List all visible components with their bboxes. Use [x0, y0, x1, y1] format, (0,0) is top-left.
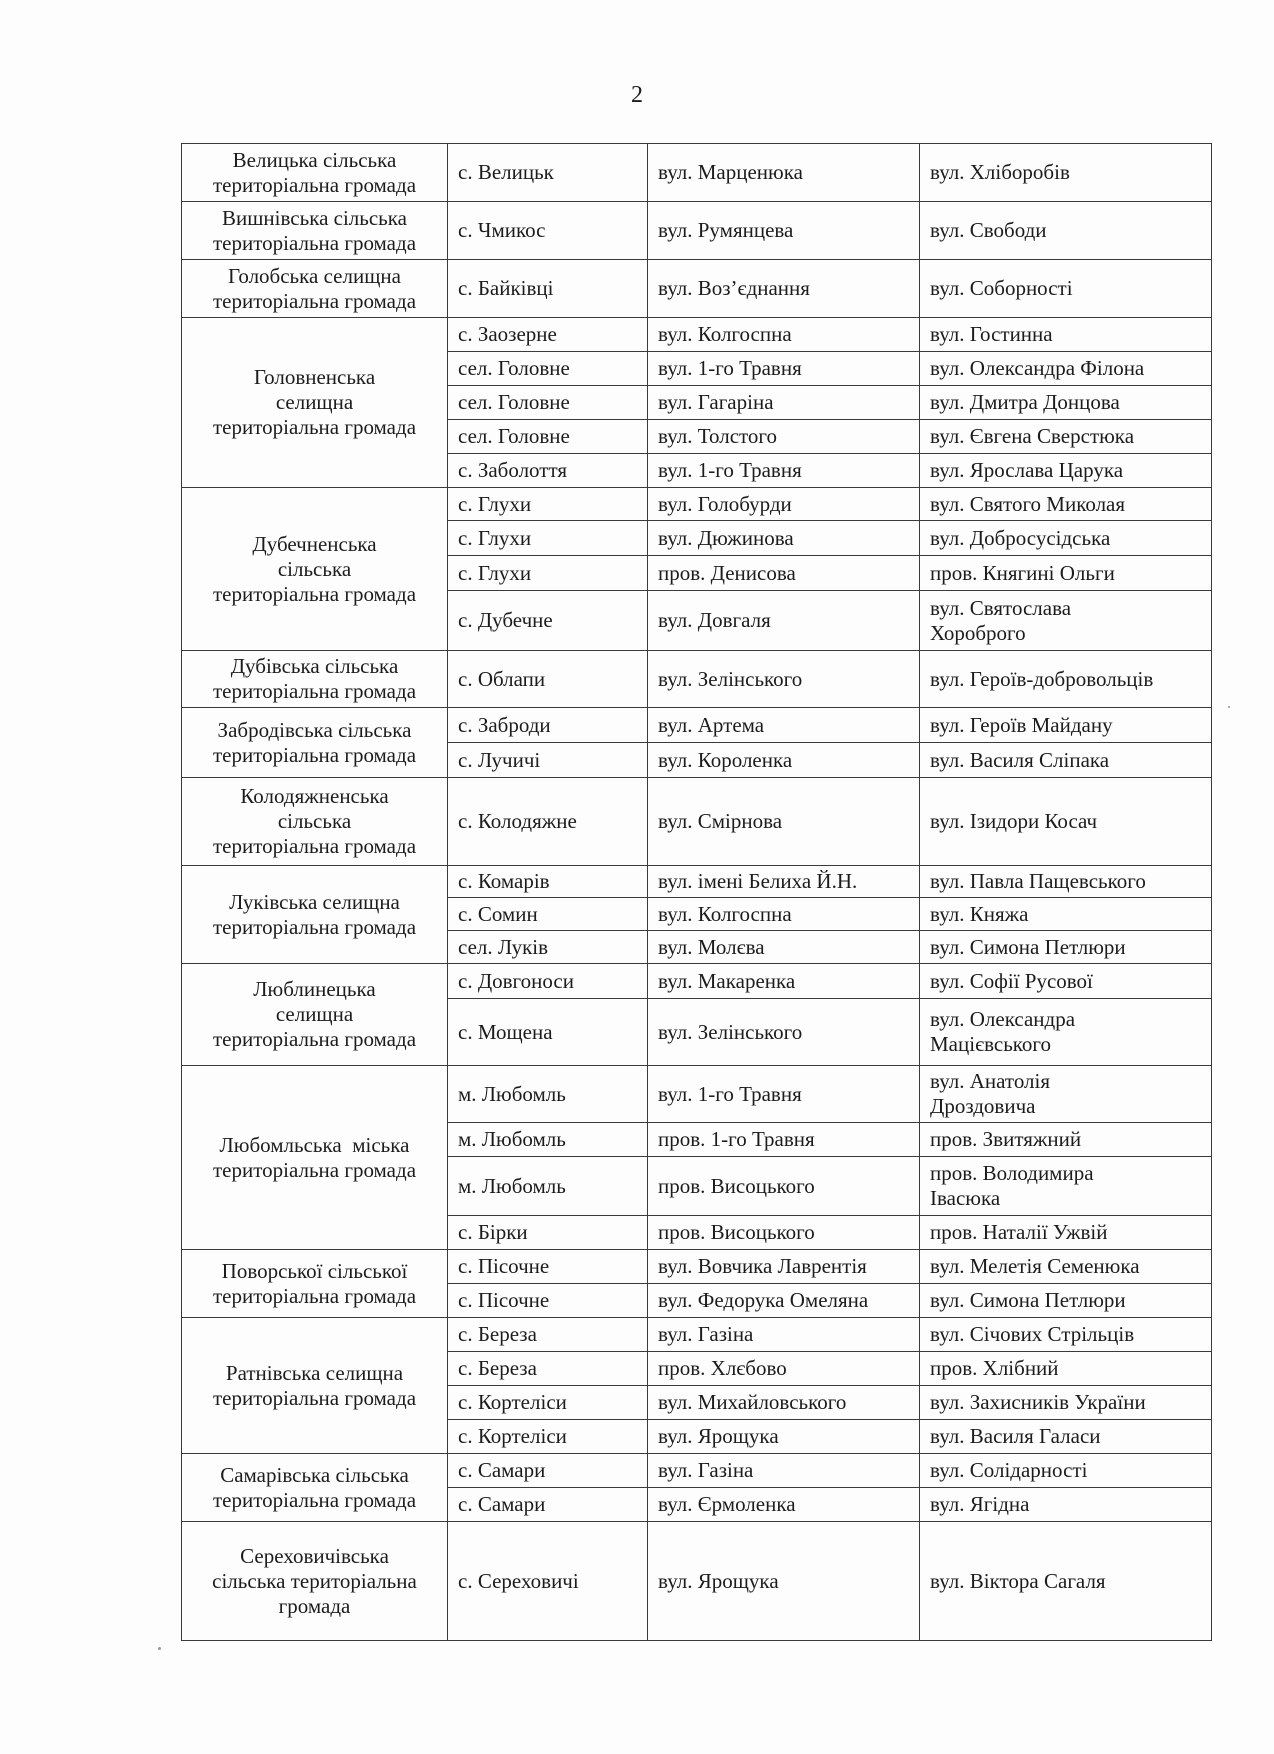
community-name-line: Сереховичівська — [240, 1543, 389, 1568]
community-name-line: територіальна громада — [212, 1385, 417, 1410]
new-street-name-cell — [920, 1420, 1212, 1454]
old-street-name-cell: вул. Смірнова — [648, 778, 920, 866]
settlement-cell: с. Бірки — [448, 1216, 648, 1250]
new-street-name-line: вул. Гостинна — [930, 322, 1053, 346]
new-street-name-cell — [920, 1250, 1212, 1284]
settlement-cell: с. Велицьк — [448, 144, 648, 202]
new-street-name-line: вул. Симона Петлюри — [930, 934, 1126, 959]
old-street-name-cell: вул. Молєва — [648, 931, 920, 964]
table-row — [182, 488, 1212, 521]
settlement-cell: с. Чмикос — [448, 202, 648, 260]
new-street-name-line: вул. Софії Русової — [930, 968, 1093, 993]
new-street-name-line: вул. Симона Петлюри — [930, 1288, 1126, 1312]
community-name-cell — [182, 708, 448, 778]
settlement-cell: с. Сомин — [448, 898, 648, 931]
community-name-line: селищна — [275, 390, 354, 414]
old-street-name-cell: вул. Румянцева — [648, 202, 920, 260]
settlement-cell: с. Кортеліси — [448, 1386, 648, 1420]
settlement-cell: с. Облапи — [448, 651, 648, 708]
community-name-line: територіальна громада — [212, 415, 417, 439]
table-row — [182, 1522, 1212, 1641]
old-street-name-cell: пров. Висоцького — [648, 1157, 920, 1216]
settlement-cell: сел. Луків — [448, 931, 648, 964]
settlement-cell: сел. Головне — [448, 420, 648, 454]
new-street-name-line: вул. Солідарності — [930, 1458, 1088, 1482]
community-name-line: громада — [278, 1593, 351, 1618]
new-street-name-line: вул. Добросусідська — [930, 525, 1111, 550]
old-street-name-cell: вул. Довгаля — [648, 591, 920, 651]
table-row — [182, 964, 1212, 999]
new-street-name-line: вул. Мелетія Семенюка — [930, 1254, 1140, 1278]
table-row — [182, 778, 1212, 866]
settlement-cell: с. Мощена — [448, 999, 648, 1066]
old-street-name-cell: вул. Толстого — [648, 420, 920, 454]
old-street-name-cell: вул. Колгоспна — [648, 318, 920, 352]
community-name-cell — [182, 202, 448, 260]
scan-speck — [1228, 706, 1230, 708]
new-street-name-line: вул. Ягідна — [930, 1492, 1030, 1516]
new-street-name-cell — [920, 144, 1212, 202]
new-street-name-cell — [920, 999, 1212, 1066]
old-street-name-cell: пров. Висоцького — [648, 1216, 920, 1250]
community-name-line: територіальна громада — [212, 288, 417, 313]
new-street-name-cell — [920, 318, 1212, 352]
community-name-line: Вишнівська сільська — [222, 205, 407, 230]
new-street-name-line: вул. Святослава — [930, 595, 1072, 620]
new-street-name-line: пров. Звитяжний — [930, 1127, 1082, 1151]
old-street-name-cell: вул. Колгоспна — [648, 898, 920, 931]
settlement-cell: м. Любомль — [448, 1123, 648, 1157]
table-row — [182, 651, 1212, 708]
new-street-name-cell — [920, 1123, 1212, 1157]
community-name-cell — [182, 778, 448, 866]
community-name-cell — [182, 866, 448, 964]
old-street-name-cell: вул. Михайловського — [648, 1386, 920, 1420]
new-street-name-cell — [920, 1066, 1212, 1123]
new-street-name-cell — [920, 1216, 1212, 1250]
new-street-name-cell — [920, 386, 1212, 420]
table-row — [182, 1318, 1212, 1352]
new-street-name-cell — [920, 1488, 1212, 1522]
new-street-name-line: вул. Василя Галаси — [930, 1424, 1101, 1448]
old-street-name-cell: вул. імені Белиха Й.Н. — [648, 866, 920, 898]
community-name-line: територіальна громада — [212, 914, 417, 939]
community-name-line: територіальна громада — [212, 581, 417, 606]
community-name-line: Любомльська міська — [219, 1132, 410, 1157]
settlement-cell: с. Довгоноси — [448, 964, 648, 999]
new-street-name-cell — [920, 1352, 1212, 1386]
table-row — [182, 1250, 1212, 1284]
old-street-name-cell: пров. 1-го Травня — [648, 1123, 920, 1157]
community-name-line: Колодяжненська — [240, 784, 389, 808]
new-street-name-line: вул. Січових Стрільців — [930, 1322, 1135, 1346]
table-row — [182, 708, 1212, 743]
community-name-line: територіальна громада — [212, 679, 417, 703]
community-name-line: Луківська селищна — [229, 889, 400, 914]
new-street-name-line: вул. Дмитра Донцова — [930, 390, 1120, 414]
new-street-name-line: Дроздовича — [930, 1094, 1036, 1118]
old-street-name-cell: пров. Хлєбово — [648, 1352, 920, 1386]
old-street-name-cell: пров. Денисова — [648, 556, 920, 591]
community-name-line: територіальна громада — [212, 742, 417, 767]
community-name-cell — [182, 1454, 448, 1522]
old-street-name-cell: вул. Федорука Омеляна — [648, 1284, 920, 1318]
settlement-cell: с. Береза — [448, 1352, 648, 1386]
new-street-name-cell — [920, 260, 1212, 318]
community-name-cell — [182, 651, 448, 708]
settlement-cell: с. Дубечне — [448, 591, 648, 651]
table-row — [182, 202, 1212, 260]
new-street-name-line: вул. Олександра Філона — [930, 356, 1145, 380]
old-street-name-cell: вул. Газіна — [648, 1454, 920, 1488]
new-street-name-line: пров. Володимира — [930, 1161, 1094, 1185]
old-street-name-cell: вул. Зелінського — [648, 651, 920, 708]
old-street-name-cell: вул. Ярощука — [648, 1522, 920, 1641]
street-renaming-table — [181, 143, 1212, 1641]
settlement-cell: с. Самари — [448, 1488, 648, 1522]
community-name-cell — [182, 260, 448, 318]
scan-speck — [158, 1647, 161, 1650]
community-name-line: територіальна громада — [212, 1487, 417, 1512]
settlement-cell: с. Глухи — [448, 521, 648, 556]
community-name-line: селищна — [275, 1002, 354, 1026]
old-street-name-cell: вул. Єрмоленка — [648, 1488, 920, 1522]
new-street-name-cell — [920, 556, 1212, 591]
new-street-name-line: вул. Святого Миколая — [930, 491, 1126, 516]
community-name-line: Дубечненська — [252, 531, 377, 556]
old-street-name-cell: вул. Артема — [648, 708, 920, 743]
community-name-line: територіальна громада — [212, 1027, 417, 1051]
settlement-cell: м. Любомль — [448, 1157, 648, 1216]
new-street-name-cell — [920, 931, 1212, 964]
community-name-cell — [182, 488, 448, 651]
new-street-name-cell — [920, 1284, 1212, 1318]
community-name-line: територіальна громада — [212, 172, 417, 197]
settlement-cell: с. Колодяжне — [448, 778, 648, 866]
table-body — [182, 144, 1212, 1641]
new-street-name-line: пров. Хлібний — [930, 1356, 1059, 1380]
new-street-name-line: Хороброго — [930, 620, 1026, 645]
old-street-name-cell: вул. Вовчика Лаврентія — [648, 1250, 920, 1284]
new-street-name-cell — [920, 898, 1212, 931]
community-name-line: Дубівська сільська — [230, 654, 399, 678]
new-street-name-line: пров. Наталії Ужвій — [930, 1220, 1108, 1244]
settlement-cell: с. Заброди — [448, 708, 648, 743]
table-row — [182, 866, 1212, 898]
new-street-name-line: вул. Павла Пащевського — [930, 869, 1146, 893]
new-street-name-cell — [920, 708, 1212, 743]
community-name-line: Люблинецька — [253, 977, 376, 1001]
community-name-line: Забродівська сільська — [217, 717, 412, 742]
new-street-name-line: вул. Хліборобів — [930, 160, 1070, 184]
new-street-name-cell — [920, 521, 1212, 556]
new-street-name-cell — [920, 1318, 1212, 1352]
old-street-name-cell: вул. Марценюка — [648, 144, 920, 202]
community-name-cell — [182, 1250, 448, 1318]
settlement-cell: с. Сереховичі — [448, 1522, 648, 1641]
old-street-name-cell: вул. 1-го Травня — [648, 454, 920, 488]
community-name-line: територіальна громада — [212, 834, 417, 858]
new-street-name-line: пров. Княгині Ольги — [930, 560, 1115, 585]
community-name-line: сільська — [277, 809, 352, 833]
new-street-name-cell — [920, 1522, 1212, 1641]
community-name-line: Голобська селищна — [228, 263, 401, 288]
settlement-cell: с. Заболоття — [448, 454, 648, 488]
community-name-line: Ратнівська селищна — [225, 1360, 404, 1385]
old-street-name-cell: вул. 1-го Травня — [648, 1066, 920, 1123]
new-street-name-cell — [920, 1157, 1212, 1216]
community-name-line: Поворської сільської — [221, 1258, 408, 1283]
new-street-name-line: Івасюка — [930, 1186, 1001, 1210]
community-name-cell — [182, 144, 448, 202]
new-street-name-cell — [920, 866, 1212, 898]
settlement-cell: с. Самари — [448, 1454, 648, 1488]
new-street-name-line: вул. Анатолія — [930, 1069, 1051, 1093]
community-name-cell — [182, 1522, 448, 1641]
old-street-name-cell: вул. Голобурди — [648, 488, 920, 521]
new-street-name-line: Мацієвського — [930, 1032, 1051, 1056]
community-name-line: Самарівська сільська — [220, 1462, 409, 1487]
new-street-name-line: вул. Євгена Сверстюка — [930, 424, 1135, 448]
settlement-cell: с. Глухи — [448, 488, 648, 521]
old-street-name-cell: вул. Макаренка — [648, 964, 920, 999]
new-street-name-line: вул. Героїв-добровольців — [930, 666, 1154, 691]
old-street-name-cell: вул. 1-го Травня — [648, 352, 920, 386]
table-row — [182, 1454, 1212, 1488]
table-row — [182, 260, 1212, 318]
community-name-cell — [182, 318, 448, 488]
page-number: 2 — [631, 82, 643, 108]
settlement-cell: с. Кортеліси — [448, 1420, 648, 1454]
old-street-name-cell: вул. Короленка — [648, 743, 920, 778]
old-street-name-cell: вул. Гагаріна — [648, 386, 920, 420]
community-name-line: сільська територіальна — [212, 1568, 417, 1593]
new-street-name-line: вул. Свободи — [930, 218, 1047, 242]
new-street-name-cell — [920, 964, 1212, 999]
old-street-name-cell: вул. Ярощука — [648, 1420, 920, 1454]
settlement-cell: с. Комарів — [448, 866, 648, 898]
settlement-cell: сел. Головне — [448, 386, 648, 420]
community-name-cell — [182, 964, 448, 1066]
new-street-name-line: вул. Олександра — [930, 1007, 1076, 1031]
new-street-name-line: вул. Захисників України — [930, 1390, 1146, 1414]
community-name-line: Головненська — [253, 365, 376, 389]
settlement-cell: сел. Головне — [448, 352, 648, 386]
new-street-name-line: вул. Віктора Сагаля — [930, 1568, 1106, 1593]
table-row — [182, 1066, 1212, 1123]
old-street-name-cell: вул. Газіна — [648, 1318, 920, 1352]
new-street-name-cell — [920, 778, 1212, 866]
old-street-name-cell: вул. Воз’єднання — [648, 260, 920, 318]
settlement-cell: с. Пісочне — [448, 1250, 648, 1284]
table-row — [182, 318, 1212, 352]
new-street-name-line: вул. Княжа — [930, 901, 1029, 926]
settlement-cell: м. Любомль — [448, 1066, 648, 1123]
new-street-name-line: вул. Соборності — [930, 276, 1073, 300]
new-street-name-cell — [920, 1454, 1212, 1488]
new-street-name-line: вул. Ярослава Царука — [930, 458, 1124, 482]
new-street-name-cell — [920, 591, 1212, 651]
community-name-line: територіальна громада — [212, 1283, 417, 1308]
new-street-name-cell — [920, 1386, 1212, 1420]
community-name-line: Велицька сільська — [232, 147, 397, 172]
community-name-cell — [182, 1318, 448, 1454]
community-name-line: сільська — [277, 556, 352, 581]
settlement-cell: с. Береза — [448, 1318, 648, 1352]
new-street-name-cell — [920, 420, 1212, 454]
new-street-name-cell — [920, 202, 1212, 260]
new-street-name-cell — [920, 651, 1212, 708]
new-street-name-cell — [920, 454, 1212, 488]
settlement-cell: с. Заозерне — [448, 318, 648, 352]
community-name-cell — [182, 1066, 448, 1250]
community-name-line: територіальна громада — [212, 230, 417, 255]
community-name-line: територіальна громада — [212, 1157, 417, 1182]
new-street-name-line: вул. Василя Сліпака — [930, 747, 1110, 772]
new-street-name-cell — [920, 488, 1212, 521]
new-street-name-line: вул. Ізидори Косач — [930, 809, 1098, 833]
new-street-name-cell — [920, 743, 1212, 778]
old-street-name-cell: вул. Дюжинова — [648, 521, 920, 556]
new-street-name-cell — [920, 352, 1212, 386]
table-row — [182, 144, 1212, 202]
old-street-name-cell: вул. Зелінського — [648, 999, 920, 1066]
settlement-cell: с. Лучичі — [448, 743, 648, 778]
settlement-cell: с. Глухи — [448, 556, 648, 591]
settlement-cell: с. Байківці — [448, 260, 648, 318]
new-street-name-line: вул. Героїв Майдану — [930, 712, 1113, 737]
settlement-cell: с. Пісочне — [448, 1284, 648, 1318]
